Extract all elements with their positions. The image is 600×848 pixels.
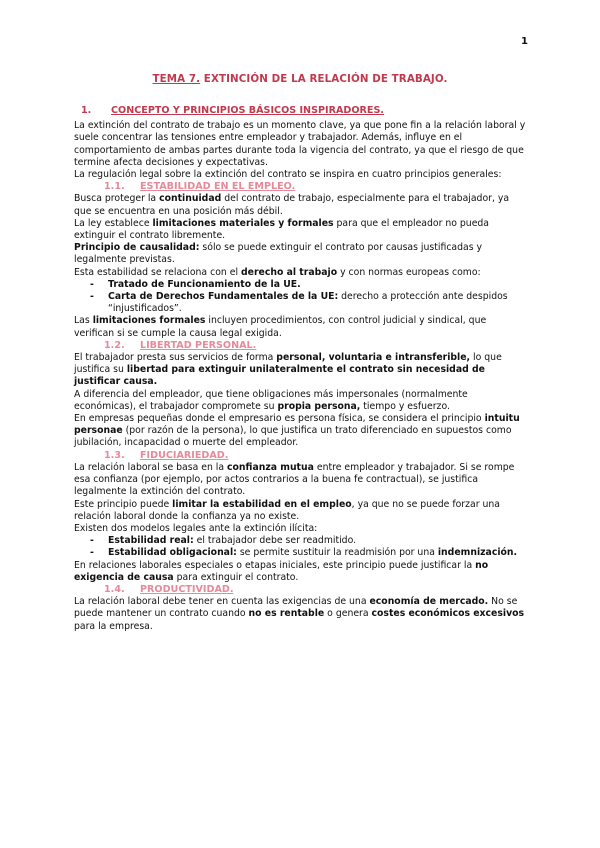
title-text: EXTINCIÓN DE LA RELACIÓN DE TRABAJO. [200, 73, 448, 85]
section-number: 1.3. [104, 449, 125, 461]
paragraph: En empresas pequeñas donde el empresario es persona física, se considera el principio intuitu personae (por razón de la persona), lo que justifica un trato diferenciado en supuestos como jubilación, incapacidad o muerte del empleador. [74, 413, 520, 449]
paragraph: La ley establece limitaciones materiales y formales para que el empleador no pueda extinguir el contrato libremente. [74, 217, 490, 242]
paragraph: Las limitaciones formales incluyen procedimientos, con control judicial y sindical, que verifican si se cumple la causa legal exigida. [74, 315, 487, 339]
paragraph: Existen dos modelos legales ante la extinción ilícita: [74, 522, 318, 534]
section-title: PRODUCTIVIDAD. [140, 583, 234, 595]
paragraph: A diferencia del empleador, que tiene obligaciones más impersonales (normalmente económicas), el trabajador compromete su propia persona, tiempo y esfuerzo. [74, 388, 468, 412]
paragraph: La relación laboral debe tener en cuenta las exigencias de una economía de mercado. No se puede mantener un contrato cuando no es rentable o genera costes económicos excesivos para la empresa. [74, 596, 525, 632]
paragraph: Este principio puede limitar la estabilidad en el empleo, ya que no se puede forzar una relación laboral donde la confianza ya no existe. [74, 498, 500, 522]
section-number: 1. [81, 105, 92, 116]
intro-principles: La regulación legal sobre la extinción del contrato se inspira en cuatro principios generales: [74, 169, 502, 181]
paragraph: El trabajador presta sus servicios de forma personal, voluntaria e intransferible, lo que justifica su libertad para extinguir unilateralmente el contrato sin necesidad de justificar causa. [74, 352, 502, 388]
section-number: 1.1. [104, 181, 125, 193]
models-list [74, 535, 529, 559]
paragraph: La relación laboral se basa en la confianza mutua entre empleador y trabajador. Si se rompe esa confianza (por ejemplo, por actos contrarios a la buena fe contractual), se justifica legalmente la extinción del contrato. [74, 461, 515, 498]
section-number: 1.2. [104, 339, 125, 351]
norms-list [74, 279, 529, 316]
document-body [74, 103, 529, 633]
section-1-2-heading [104, 340, 529, 352]
paragraph: Principio de causalidad: sólo se puede extinguir el contrato por causas justificadas y legalmente previstas. [74, 242, 483, 266]
section-title: ESTABILIDAD EN EL EMPLEO. [140, 181, 296, 193]
list-item: - Estabilidad obligacional: se permite sustituir la readmisión por una indemnización. [90, 547, 529, 559]
list-item: - Estabilidad real: el trabajador debe ser readmitido. [90, 535, 529, 547]
title-number: TEMA 7. [152, 73, 201, 85]
section-1-3-heading [104, 450, 529, 462]
list-item: - Tratado de Funcionamiento de la UE. [90, 279, 529, 291]
section-1-heading [81, 105, 529, 117]
section-1-1-heading [104, 181, 529, 193]
section-title: FIDUCIARIEDAD. [140, 449, 229, 461]
paragraph: Esta estabilidad se relaciona con el derecho al trabajo y con normas europeas como: [74, 266, 481, 278]
document-title [0, 73, 600, 85]
list-item: - Carta de Derechos Fundamentales de la UE: derecho a protección ante despidos “injustificados”. [90, 291, 529, 315]
section-number: 1.4. [104, 583, 125, 595]
paragraph: Busca proteger la continuidad del contrato de trabajo, especialmente para el trabajador, ya que se encuentra en una posición más débil. [74, 193, 510, 217]
paragraph: En relaciones laborales especiales o etapas iniciales, este principio puede justificar la no exigencia de causa para extinguir el contrato. [74, 559, 489, 583]
intro-paragraph: La extinción del contrato de trabajo es un momento clave, ya que pone fin a la relación laboral y suele concentrar las tensiones entre empleador y trabajador. Además, influye en el comportamiento de ambas partes durante toda la vigencia del contrato, ya que el riesgo de que termine afecta decisiones y expectativas. [74, 120, 526, 168]
section-title: CONCEPTO Y PRINCIPIOS BÁSICOS INSPIRADORES. [111, 105, 385, 116]
page-number: 1 [521, 36, 528, 47]
section-title: LIBERTAD PERSONAL. [140, 339, 257, 351]
section-1-4-heading [104, 584, 529, 596]
